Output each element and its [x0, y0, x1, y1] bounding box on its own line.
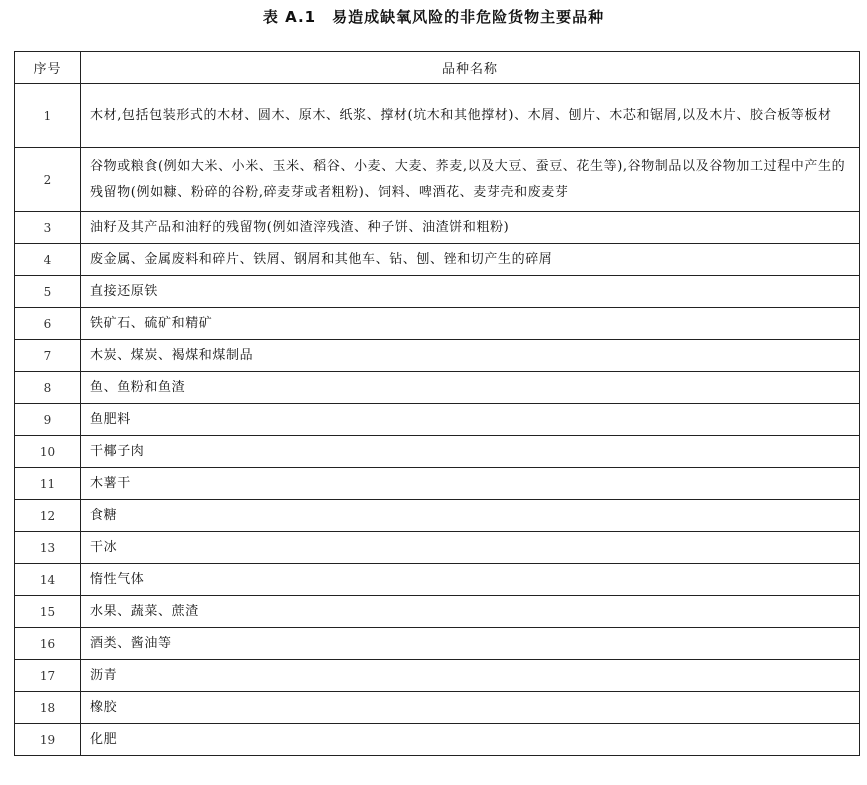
table-row	[15, 340, 860, 372]
table-row	[15, 724, 860, 756]
table-row	[15, 404, 860, 436]
table-header-row	[15, 52, 860, 84]
row-number: 9	[15, 404, 81, 436]
row-name: 化肥	[81, 724, 860, 756]
table-row	[15, 468, 860, 500]
row-number: 11	[15, 468, 81, 500]
row-number: 1	[15, 84, 81, 148]
table-row	[15, 372, 860, 404]
row-name: 废金属、金属废料和碎片、铁屑、钢屑和其他车、钻、刨、锉和切产生的碎屑	[81, 244, 860, 276]
row-number: 7	[15, 340, 81, 372]
table-row	[15, 564, 860, 596]
row-name: 沥青	[81, 660, 860, 692]
row-number: 19	[15, 724, 81, 756]
row-name: 鱼肥料	[81, 404, 860, 436]
row-number: 18	[15, 692, 81, 724]
row-name: 谷物或粮食(例如大米、小米、玉米、稻谷、小麦、大麦、荞麦,以及大豆、蚕豆、花生等),谷物制品以及谷物加工过程中产生的残留物(例如糠、粉碎的谷粉,碎麦芽或者粗粉)、饲料、啤酒花、麦芽壳和废麦芽	[81, 148, 860, 212]
row-number: 8	[15, 372, 81, 404]
row-number: 12	[15, 500, 81, 532]
row-name: 干椰子肉	[81, 436, 860, 468]
header-number: 序号	[15, 52, 81, 84]
goods-table	[14, 51, 860, 756]
row-number: 10	[15, 436, 81, 468]
row-number: 6	[15, 308, 81, 340]
row-number: 13	[15, 532, 81, 564]
table-row	[15, 596, 860, 628]
row-name: 水果、蔬菜、蔗渣	[81, 596, 860, 628]
table-row	[15, 308, 860, 340]
table-row	[15, 500, 860, 532]
row-name: 直接还原铁	[81, 276, 860, 308]
row-name: 干冰	[81, 532, 860, 564]
row-name: 橡胶	[81, 692, 860, 724]
row-name: 惰性气体	[81, 564, 860, 596]
table-row	[15, 244, 860, 276]
table-row	[15, 276, 860, 308]
row-number: 15	[15, 596, 81, 628]
row-name: 木材,包括包装形式的木材、圆木、原木、纸浆、撑材(坑木和其他撑材)、木屑、刨片、木芯和锯屑,以及木片、胶合板等板材	[81, 84, 860, 148]
table-row	[15, 148, 860, 212]
row-number: 17	[15, 660, 81, 692]
row-name: 木炭、煤炭、褐煤和煤制品	[81, 340, 860, 372]
row-number: 14	[15, 564, 81, 596]
table-label: 表 A.1	[262, 8, 317, 26]
table-title	[0, 6, 867, 28]
row-number: 4	[15, 244, 81, 276]
row-name: 鱼、鱼粉和鱼渣	[81, 372, 860, 404]
table-title-text: 易造成缺氧风险的非危险货物主要品种	[332, 8, 605, 26]
table-row	[15, 692, 860, 724]
row-number: 5	[15, 276, 81, 308]
header-name: 品种名称	[81, 52, 860, 84]
table-row	[15, 660, 860, 692]
row-number: 3	[15, 212, 81, 244]
table-row	[15, 212, 860, 244]
row-number: 16	[15, 628, 81, 660]
row-name: 木薯干	[81, 468, 860, 500]
row-name: 食糖	[81, 500, 860, 532]
row-name: 油籽及其产品和油籽的残留物(例如渣滓残渣、种子饼、油渣饼和粗粉)	[81, 212, 860, 244]
table-row	[15, 84, 860, 148]
table-row	[15, 436, 860, 468]
row-number: 2	[15, 148, 81, 212]
table-row	[15, 628, 860, 660]
table-row	[15, 532, 860, 564]
row-name: 酒类、酱油等	[81, 628, 860, 660]
row-name: 铁矿石、硫矿和精矿	[81, 308, 860, 340]
